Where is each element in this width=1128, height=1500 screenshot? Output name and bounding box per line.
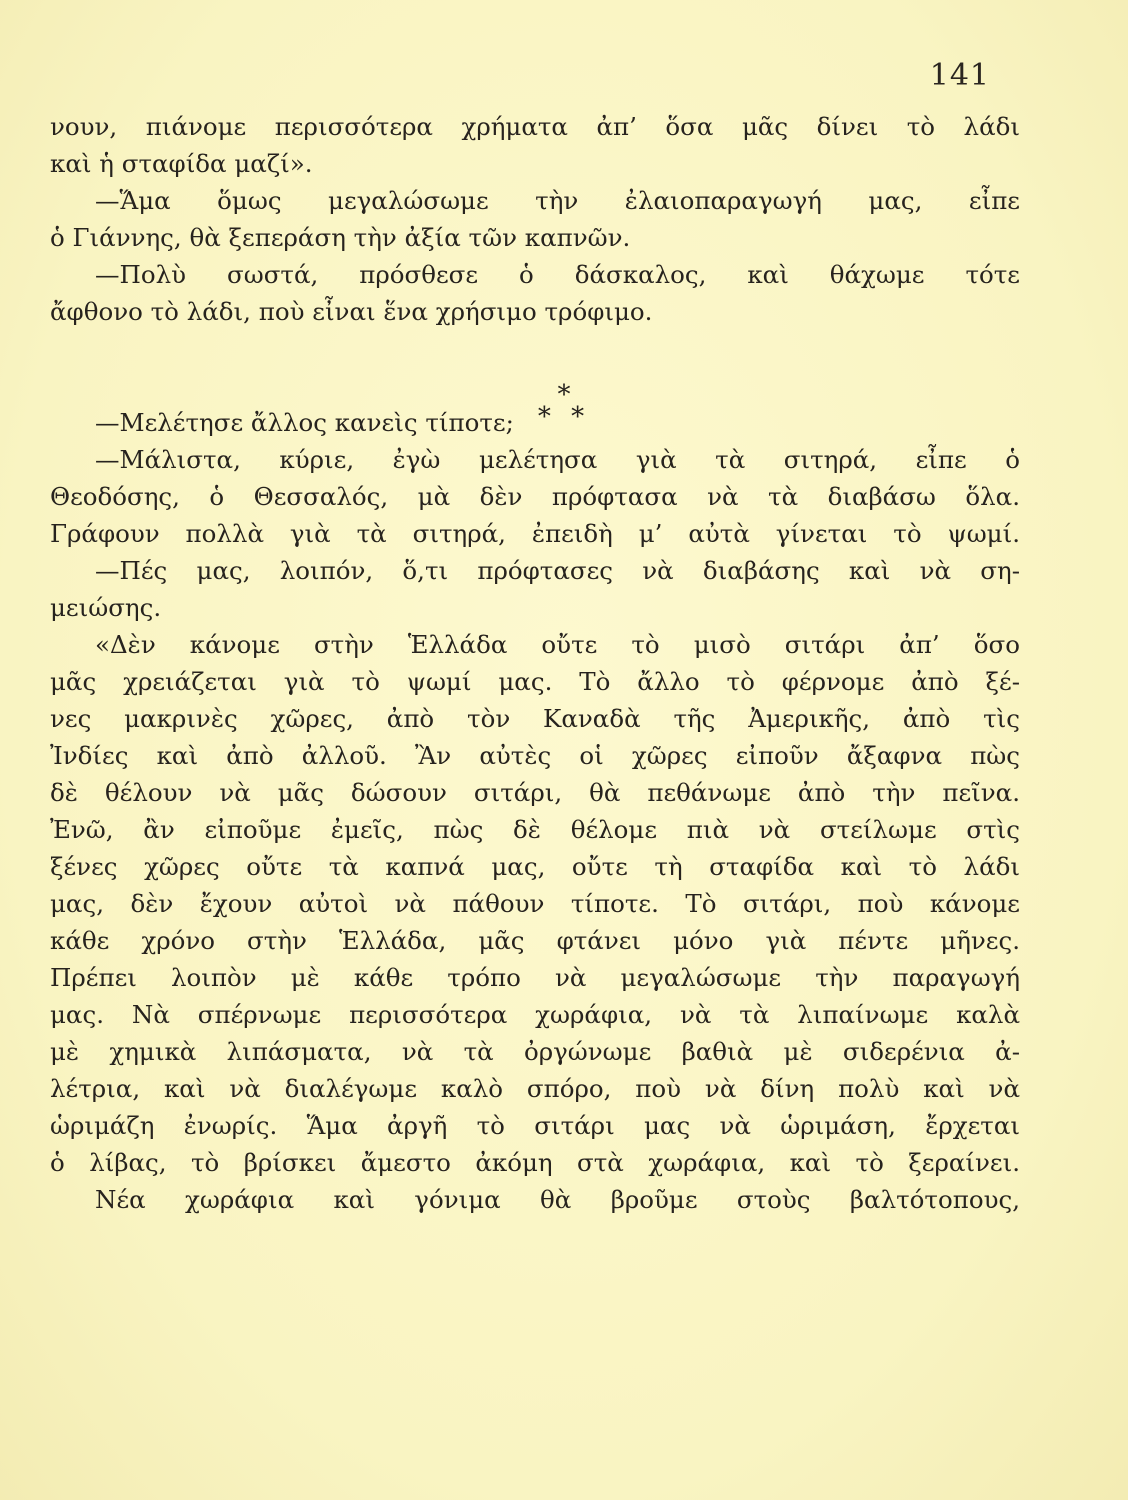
- text-line: μας. Νὰ σπέρνωμε περισσότερα χωράφια, νὰ τὰ λιπαίνωμε καλὰ: [50, 1000, 1020, 1029]
- body-text: [50, 108, 1020, 1218]
- text-line: λέτρια, καὶ νὰ διαλέγωμε καλὸ σπόρο, ποὺ νὰ δίνη πολὺ καὶ νὰ: [50, 1074, 1020, 1103]
- text-line: ἄφθονο τὸ λάδι, ποὺ εἶναι ἕνα χρήσιμο τρόφιμο.: [50, 297, 653, 326]
- text-line: μας, δὲν ἔχουν αὐτοὶ νὰ πάθουν τίποτε. Τὸ σιτάρι, ποὺ κάνομε: [50, 889, 1020, 918]
- text-line: Ἰνδίες καὶ ἀπὸ ἀλλοῦ. Ἂν αὐτὲς οἱ χῶρες εἰποῦν ἄξαφνα πὼς: [50, 741, 1020, 770]
- text-line: ὁ λίβας, τὸ βρίσκει ἄμεστο ἀκόμη στὰ χωράφια, καὶ τὸ ξεραίνει.: [50, 1148, 1020, 1177]
- text-line: —Πολὺ σωστά, πρόσθεσε ὁ δάσκαλος, καὶ θάχωμε τότε: [95, 260, 1020, 289]
- text-line: μᾶς χρειάζεται γιὰ τὸ ψωμί μας. Τὸ ἄλλο τὸ φέρνομε ἀπὸ ξέ-: [50, 667, 1020, 696]
- text-line: —Πές μας, λοιπόν, ὅ,τι πρόφτασες νὰ διαβάσης καὶ νὰ ση-: [95, 556, 1020, 585]
- text-line: Ἐνῶ, ἂν εἰποῦμε ἐμεῖς, πὼς δὲ θέλομε πιὰ νὰ στείλωμε στὶς: [50, 815, 1020, 844]
- text-line: μὲ χημικὰ λιπάσματα, νὰ τὰ ὀργώνωμε βαθιὰ μὲ σιδερένια ἀ-: [50, 1037, 1020, 1066]
- text-line: νες μακρινὲς χῶρες, ἀπὸ τὸν Καναδὰ τῆς Ἀμερικῆς, ἀπὸ τὶς: [50, 704, 1020, 733]
- text-line: δὲ θέλουν νὰ μᾶς δώσουν σιτάρι, θὰ πεθάνωμε ἀπὸ τὴν πεῖνα.: [50, 778, 1020, 807]
- text-line: καὶ ἡ σταφίδα μαζί».: [50, 149, 313, 178]
- text-line: ὁ Γιάννης, θὰ ξεπεράση τὴν ἀξία τῶν καπνῶν.: [50, 223, 631, 252]
- text-line: νουν, πιάνομε περισσότερα χρήματα ἀπ’ ὅσα μᾶς δίνει τὸ λάδι: [50, 112, 1020, 141]
- text-line: Γράφουν πολλὰ γιὰ τὰ σιτηρά, ἐπειδὴ μ’ αὐτὰ γίνεται τὸ ψωμί.: [50, 519, 1020, 548]
- text-line: Πρέπει λοιπὸν μὲ κάθε τρόπο νὰ μεγαλώσωμε τὴν παραγωγή: [50, 963, 1020, 992]
- text-line: κάθε χρόνο στὴν Ἑλλάδα, μᾶς φτάνει μόνο γιὰ πέντε μῆνες.: [50, 926, 1020, 955]
- text-line: —Ἅμα ὅμως μεγαλώσωμε τὴν ἐλαιοπαραγωγή μας, εἶπε: [95, 186, 1020, 215]
- asterism-top: *: [557, 380, 571, 410]
- text-line: —Μελέτησε ἄλλος κανεὶς τίποτε;: [95, 408, 514, 437]
- text-line: μειώσης.: [50, 593, 162, 622]
- page-number: 141: [929, 58, 990, 93]
- section-gap: [50, 330, 1020, 404]
- asterism-bottom: * *: [537, 402, 591, 432]
- text-line: ξένες χῶρες οὔτε τὰ καπνά μας, οὔτε τὴ σταφίδα καὶ τὸ λάδι: [50, 852, 1020, 881]
- text-line: Θεοδόσης, ὁ Θεσσαλός, μὰ δὲν πρόφτασα νὰ τὰ διαβάσω ὅλα.: [50, 482, 1020, 511]
- text-line: —Μάλιστα, κύριε, ἐγὼ μελέτησα γιὰ τὰ σιτηρά, εἶπε ὁ: [95, 445, 1020, 474]
- text-line: ὡριμάζη ἐνωρίς. Ἅμα ἀργῆ τὸ σιτάρι μας νὰ ὡριμάση, ἔρχεται: [50, 1111, 1020, 1140]
- text-line: «Δὲν κάνομε στὴν Ἑλλάδα οὔτε τὸ μισὸ σιτάρι ἀπ’ ὅσο: [95, 630, 1020, 659]
- text-line: Νέα χωράφια καὶ γόνιμα θὰ βροῦμε στοὺς βαλτότοπους,: [95, 1185, 1020, 1214]
